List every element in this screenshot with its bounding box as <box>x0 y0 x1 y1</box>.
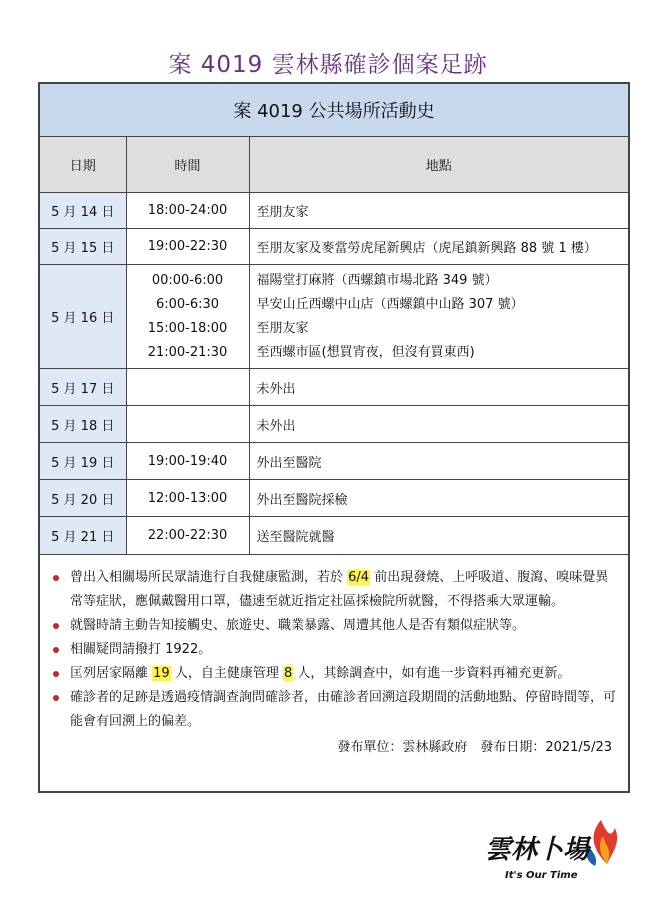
place-cell: 未外出 <box>249 369 628 406</box>
date-cell: 5 月 19 日 <box>40 443 126 480</box>
bullet-icon <box>53 671 59 677</box>
note-item <box>50 662 616 686</box>
header-place: 地點 <box>249 137 628 193</box>
issuer-line: 發布單位：雲林縣政府 發布日期：2021/5/23 <box>337 740 612 755</box>
place-cell: 外出至醫院採檢 <box>249 480 628 517</box>
time-cell: 19:00-19:40 <box>126 443 249 480</box>
logo-tagline: It's Our Time <box>505 870 578 881</box>
note-item <box>50 638 616 662</box>
header-row <box>40 137 628 193</box>
place-cell: 至朋友家 <box>249 193 628 229</box>
date-cell: 5 月 21 日 <box>40 517 126 555</box>
date-cell: 5 月 18 日 <box>40 406 126 443</box>
place-line: 至朋友家 <box>256 320 309 336</box>
place-cell: 至朋友家及麥當勞虎尾新興店（虎尾鎮新興路 88 號 1 樓） <box>249 229 628 265</box>
place-cell: 送至醫院就醫 <box>249 517 628 555</box>
place-line: 早安山丘西螺中山店（西螺鎮中山路 307 號） <box>256 296 524 312</box>
table-row <box>40 406 628 443</box>
county-logo <box>483 812 633 888</box>
place-cell: 未外出 <box>249 406 628 443</box>
time-cell <box>126 406 249 443</box>
time-cell <box>126 265 249 369</box>
logo-text: 雲林卜場 <box>485 835 590 865</box>
date-cell: 5 月 16 日 <box>40 265 126 369</box>
header-date: 日期 <box>40 137 126 193</box>
note-text: 匡列居家隔離 <box>70 666 153 681</box>
time-line: 6:00-6:30 <box>155 296 220 312</box>
place-line: 福陽堂打麻將（西螺鎮市場北路 349 號） <box>256 272 498 288</box>
highlight-isolation-count: 19 <box>153 666 170 681</box>
note-item <box>50 614 616 638</box>
page-title: 案 4019 雲林縣確診個案足跡 <box>168 52 488 78</box>
note-text: 人，其餘調查中，如有進一步資料再補充更新。 <box>293 666 571 681</box>
date-cell: 5 月 20 日 <box>40 480 126 517</box>
note-text: 相關疑問請撥打 1922。 <box>70 642 212 657</box>
table-row <box>40 265 628 369</box>
place-line: 至西螺市區(想買宵夜，但沒有買東西) <box>256 344 475 360</box>
time-line: 15:00-18:00 <box>147 320 228 336</box>
highlight-date: 6/4 <box>348 570 370 585</box>
place-cell: 外出至醫院 <box>249 443 628 480</box>
table-row <box>40 480 628 517</box>
time-cell: 18:00-24:00 <box>126 193 249 229</box>
bullet-icon <box>53 695 59 701</box>
highlight-monitor-count: 8 <box>283 666 293 681</box>
note-item <box>50 566 616 614</box>
time-cell: 22:00-22:30 <box>126 517 249 555</box>
note-text: 確診者的足跡是透過疫情調查詢問確診者，由確診者回溯這段期間的活動地點、停留時間等，可能會有回溯上的偏差。 <box>70 690 617 729</box>
table-row <box>40 369 628 406</box>
header-time: 時間 <box>126 137 249 193</box>
time-cell: 12:00-13:00 <box>126 480 249 517</box>
note-text: 人，自主健康管理 <box>170 666 283 681</box>
table-row <box>40 193 628 229</box>
note-text: 前出現發燒、上呼吸道、腹瀉、嗅味覺異常等症狀，應佩戴醫用口罩，儘速至就近指定社區採檢院所就醫，不得搭乘大眾運輸。 <box>70 570 609 609</box>
bullet-icon <box>53 575 59 581</box>
note-text: 曾出入相關場所民眾請進行自我健康監測，若於 <box>70 570 348 585</box>
table-row <box>40 229 628 265</box>
date-cell: 5 月 15 日 <box>40 229 126 265</box>
time-line: 00:00-6:00 <box>151 272 224 288</box>
date-cell: 5 月 17 日 <box>40 369 126 406</box>
time-line: 21:00-21:30 <box>147 344 228 360</box>
note-item <box>50 686 616 734</box>
time-cell <box>126 369 249 406</box>
table-row <box>40 517 628 555</box>
case-table-frame <box>38 82 630 793</box>
notes-section <box>40 554 628 760</box>
activity-table <box>40 137 628 555</box>
table-row <box>40 443 628 480</box>
place-cell <box>249 265 628 369</box>
bullet-icon <box>53 623 59 629</box>
bullet-icon <box>53 647 59 653</box>
date-cell: 5 月 14 日 <box>40 193 126 229</box>
time-cell: 19:00-22:30 <box>126 229 249 265</box>
note-text: 就醫時請主動告知接觸史、旅遊史、職業暴露、周遭其他人是否有類似症狀等。 <box>70 618 526 633</box>
table-title: 案 4019 公共場所活動史 <box>40 84 628 137</box>
logo-graphic <box>483 812 633 888</box>
